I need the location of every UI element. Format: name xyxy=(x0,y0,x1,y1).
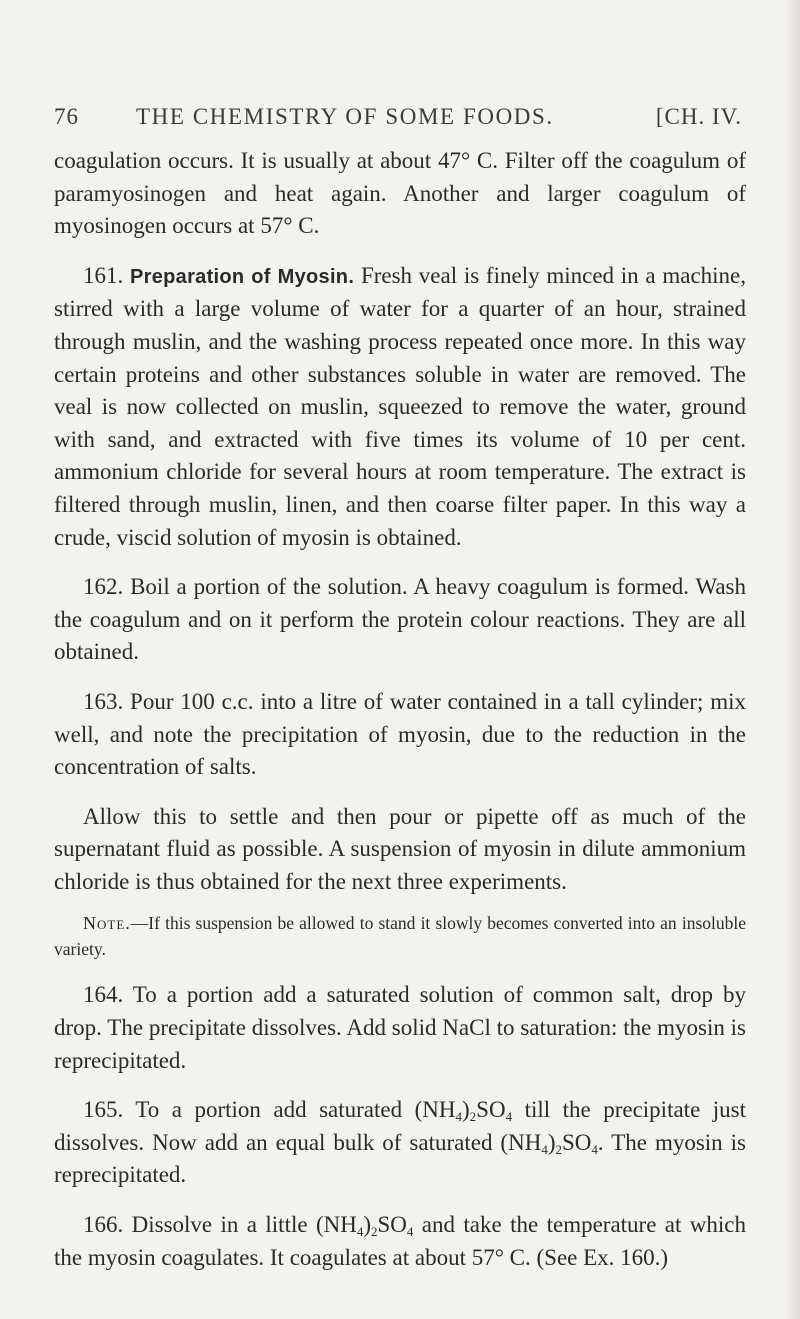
section-number-161: 161. xyxy=(83,262,124,288)
paragraph-162: 162. Boil a portion of the solution. A heavy coagulum is formed. Wash the coagulum and on it perform the protein colour reactions. They are all obtained. xyxy=(54,574,746,665)
paragraph-165: 165. To a portion add saturated $(NH_4)_2SO_4$ till the precipitate just dissolves. Now add an equal bulk of saturated $(NH_4)_2SO_4$. The myosin is reprecipitated. xyxy=(54,1097,746,1188)
page-body xyxy=(54,145,746,1274)
page-number: 76 xyxy=(54,104,79,129)
note-label: Note. xyxy=(83,913,131,934)
running-title: THE CHEMISTRY OF SOME FOODS. xyxy=(136,104,554,129)
paragraph-161-text: Fresh veal is finely minced in a machine, stirred with a large volume of water for a quarter of an hour, strained through muslin, and the washing process repeated once more. In this way certain proteins and other substances soluble in water are removed. The veal is now collected on muslin, squeezed to remove the water, ground with sand, and extracted with five times its volume of 10 per cent. ammonium chloride for several hours at room temperature. The extract is filtered through muslin, linen, and then coarse filter paper. In this way a crude, viscid solution of myosin is obtained. xyxy=(54,262,747,550)
page-edge-shadow xyxy=(782,0,800,1319)
note xyxy=(54,910,746,962)
paragraph-continuation: coagulation occurs. It is usually at about 47° C. Filter off the coagulum of paramyosinogen and heat again. Another and larger coagulum of myosinogen occurs at 57° C. xyxy=(54,148,746,239)
paragraph-166: 166. Dissolve in a little $(NH_4)_2SO_4$ and take the temperature at which the myosin coagulates. It coagulates at about 57° C. (See Ex. 160.) xyxy=(54,1212,747,1270)
paragraph-163-continued: Allow this to settle and then pour or pipette off as much of the supernatant fluid as possible. A suspension of myosin in dilute ammonium chloride is thus obtained for the next three experiments. xyxy=(54,803,746,894)
paragraph-161 xyxy=(54,260,746,554)
paragraph-164: 164. To a portion add a saturated solution of common salt, drop by drop. The precipitate dissolves. Add solid NaCl to saturation: the myosin is reprecipitated. xyxy=(54,982,746,1073)
paragraph-163: 163. Pour 100 c.c. into a litre of water contained in a tall cylinder; mix well, and note the precipitation of myosin, due to the reduction in the concentration of salts. xyxy=(54,688,746,780)
section-heading-preparation-of-myosin: Preparation of Myosin. xyxy=(130,265,355,288)
note-text: —If this suspension be allowed to stand it slowly becomes converted into an insoluble variety. xyxy=(54,913,746,960)
chapter-label: [CH. IV. xyxy=(655,104,742,129)
